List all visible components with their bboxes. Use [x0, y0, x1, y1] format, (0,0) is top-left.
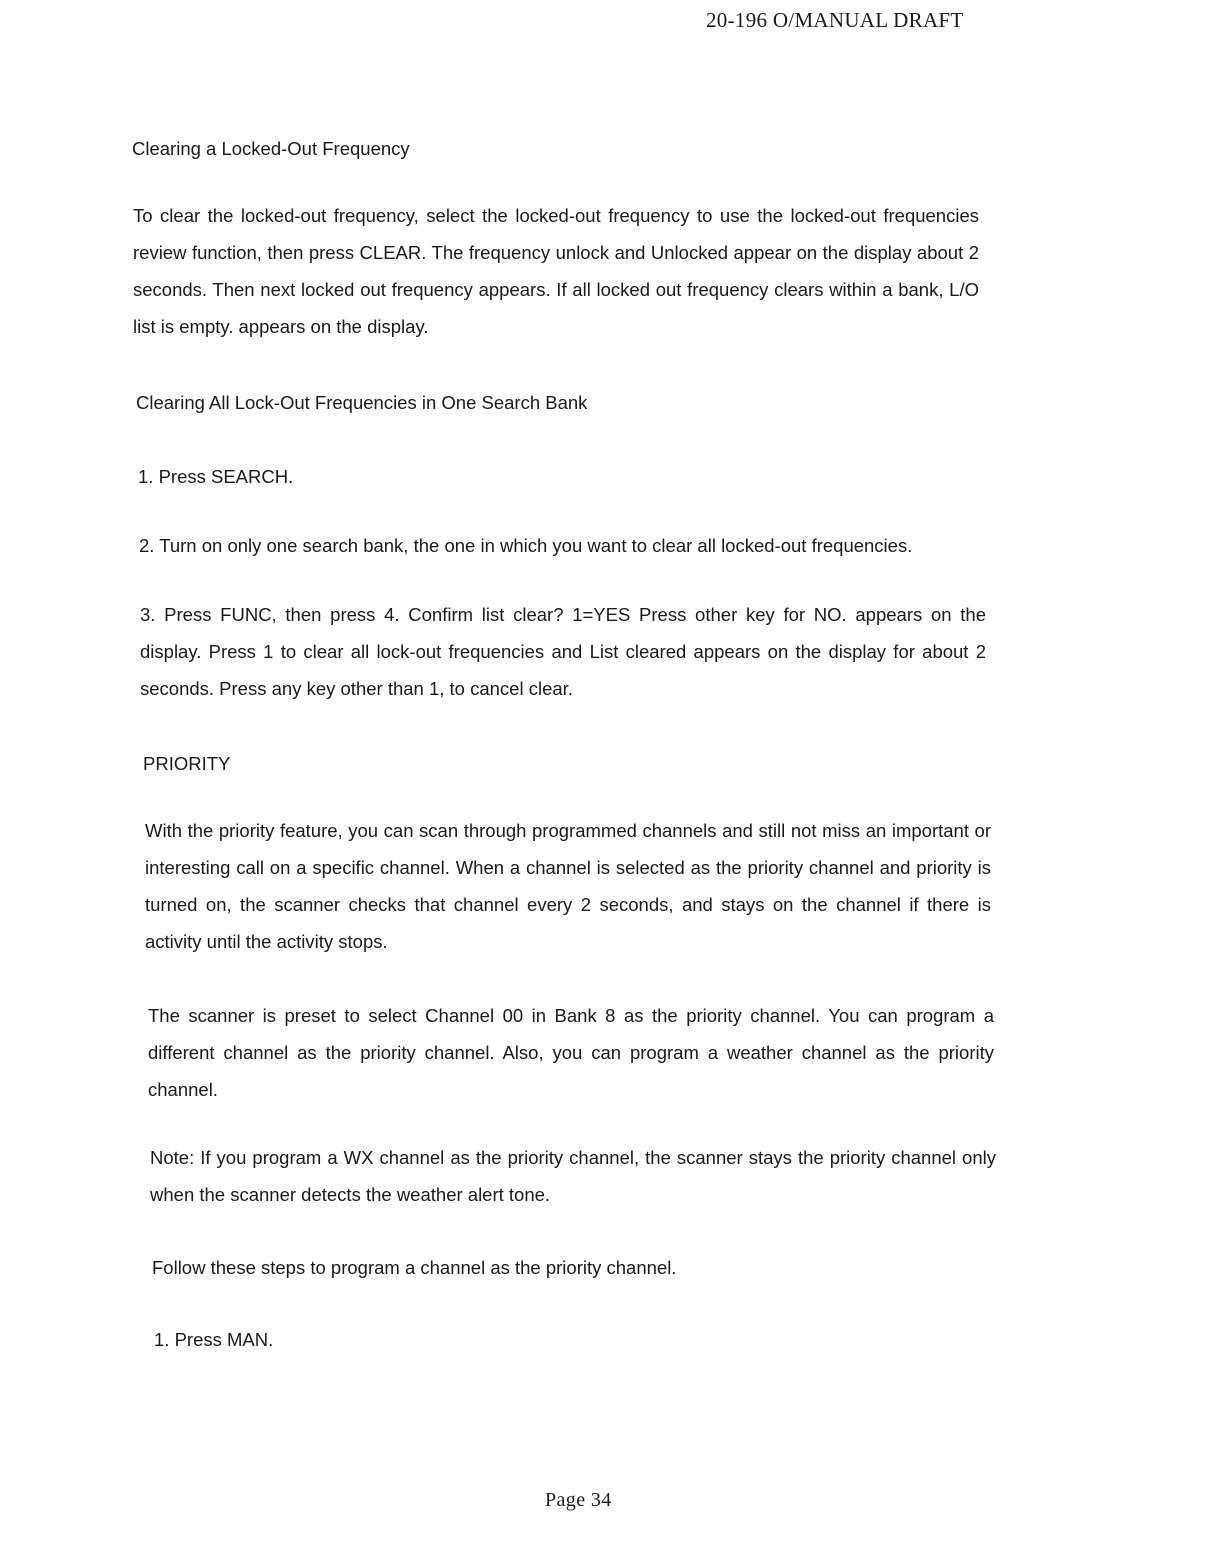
paragraph-follow-steps: Follow these steps to program a channel as the priority channel.	[152, 1257, 677, 1278]
paragraph-priority-preset: The scanner is preset to select Channel 00 in Bank 8 as the priority channel. You can program a different channel as the priority channel. Also, you can program a weather channel as the priority channel.	[148, 1005, 994, 1100]
section-heading-clearing-all: Clearing All Lock-Out Frequencies in One Search Bank	[136, 392, 588, 413]
page-number: Page 34	[545, 1489, 612, 1511]
document-header: 20-196 O/MANUAL DRAFT	[706, 8, 964, 32]
step-press-search: 1. Press SEARCH.	[138, 466, 294, 487]
step-press-man: 1. Press MAN.	[154, 1329, 274, 1350]
step-press-func: 3. Press FUNC, then press 4. Confirm list clear? 1=YES Press other key for NO. appears on the display. Press 1 to clear all lock-out frequencies and List cleared appears on the display for about 2 seconds. Press any key other than 1, to cancel clear.	[140, 604, 986, 699]
paragraph-clearing-locked-out: To clear the locked-out frequency, select the locked-out frequency to use the locked-out frequencies review function, then press CLEAR. The frequency unlock and Unlocked appear on the display about 2 seconds. Then next locked out frequency appears. If all locked out frequency clears within a bank, L/O list is empty. appears on the display.	[133, 205, 979, 337]
paragraph-priority-note: Note: If you program a WX channel as the priority channel, the scanner stays the priority channel only when the scanner detects the weather alert tone.	[150, 1147, 996, 1205]
section-heading-priority: PRIORITY	[143, 753, 231, 774]
step-turn-on-bank: 2. Turn on only one search bank, the one in which you want to clear all locked-out frequencies.	[139, 535, 913, 556]
section-heading-clearing-locked-out: Clearing a Locked-Out Frequency	[132, 138, 410, 159]
paragraph-priority-feature: With the priority feature, you can scan through programmed channels and still not miss an important or interesting call on a specific channel. When a channel is selected as the priority channel and priority is turned on, the scanner checks that channel every 2 seconds, and stays on the channel if there is activity until the activity stops.	[145, 820, 991, 952]
